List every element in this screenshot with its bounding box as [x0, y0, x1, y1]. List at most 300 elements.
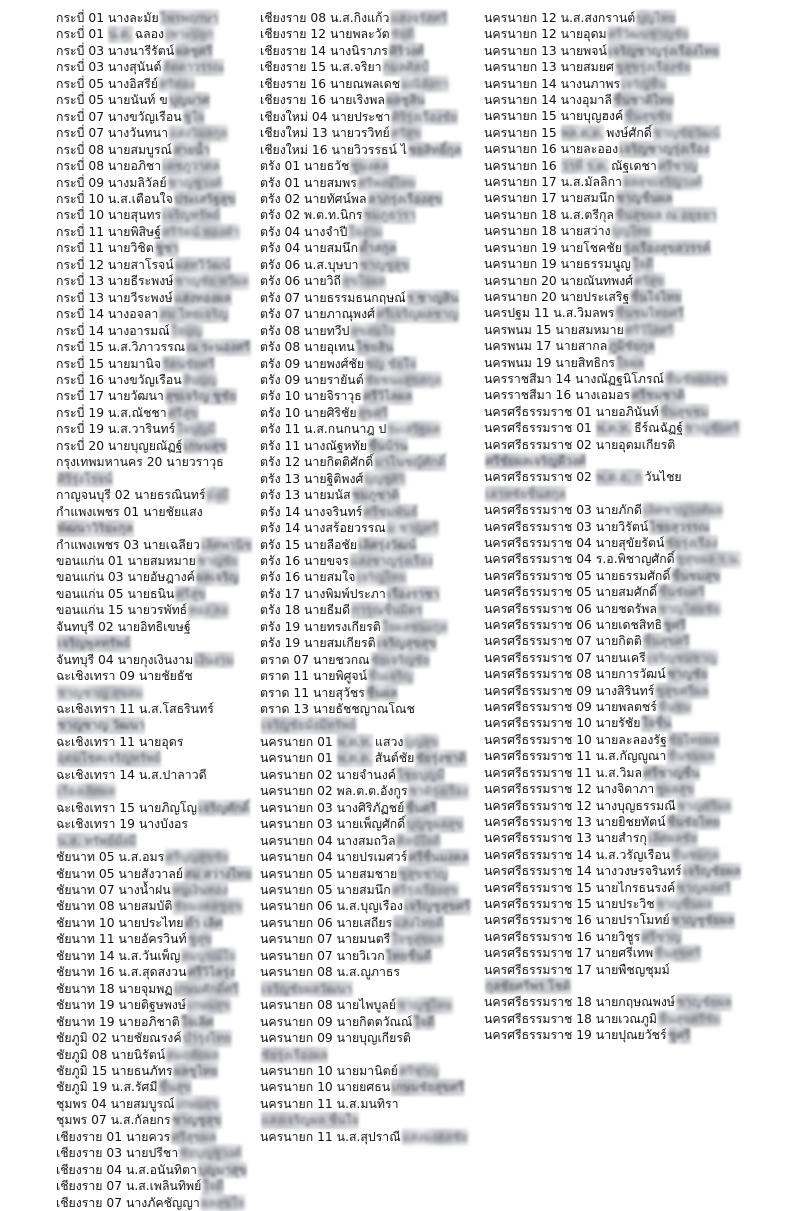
list-item: [56, 1129, 260, 1145]
redacted-surname: ชื่นชัยศรี: [658, 585, 705, 600]
redacted-surname: ชื่นผล: [366, 685, 398, 700]
entry-given-name: สันต์ชัย: [374, 751, 415, 766]
list-item: [484, 847, 751, 863]
redacted-surname: ศรีรุ่งเรืองสุข: [392, 883, 459, 898]
entry-visible-text: นครศรีธรรมราช 10 นายละลองรัฐ: [484, 732, 667, 747]
list-item: [260, 438, 476, 454]
entry-visible-text: กระบี่ 17 นายวัฒนา: [56, 389, 164, 404]
entry-visible-text: กระบี่ 14 นางอารมณ์: [56, 323, 170, 338]
list-item: [56, 767, 260, 800]
list-item: [56, 290, 260, 306]
redacted-surname: แสงไทยดี: [393, 915, 444, 930]
list-item: [260, 339, 476, 355]
redacted-surname: ชื่นสุขชัย: [624, 109, 673, 124]
list-item: [484, 568, 751, 584]
entry-visible-text: ฉะเชิงเทรา 11 น.ส.โสธรินทร์: [56, 702, 214, 717]
list-item: [56, 76, 260, 92]
redacted-surname: น.ส. ทรัพย์มั่งมี: [57, 833, 137, 848]
entry-visible-text: เชียงราย 01 นายควร: [56, 1129, 171, 1144]
list-item: [56, 931, 260, 947]
list-item: [484, 912, 751, 928]
list-item: [56, 125, 260, 141]
list-item: [484, 863, 751, 879]
list-item: [260, 421, 476, 437]
list-item: [484, 650, 751, 666]
list-item: [484, 158, 751, 174]
redacted-title: น.ต.: [108, 27, 133, 42]
redacted-surname: ชื่นชาติไทย: [613, 93, 674, 108]
entry-visible-text: นครศรีธรรมราช 01 นายอภินันท์: [484, 404, 659, 419]
entry-visible-text: นครนายก 20 นายประเสริฐ: [484, 289, 630, 304]
list-item: [484, 732, 751, 748]
entry-visible-text: นครศรีธรรมราช 01: [484, 421, 596, 436]
entry-visible-text: นครศรีธรรมราช 17 นายศรีเทพ: [484, 946, 654, 961]
entry-visible-text: ขอนแก่น 01 นายสมหมาย: [56, 553, 196, 568]
list-item: [484, 896, 751, 912]
redacted-surname: ศรีสุขผล: [171, 1129, 217, 1144]
list-item: [484, 699, 751, 715]
redacted-surname: บุญชูศิริ: [364, 471, 406, 486]
entry-visible-text: ชุมพร 04 นายสมบูรณ์: [56, 1096, 175, 1111]
redacted-surname: เงินงาม: [194, 652, 234, 667]
list-item: [484, 535, 751, 551]
entry-visible-text: นครนายก 14 นางอุมาลี: [484, 93, 612, 108]
redacted-surname: ใจผลชนะกุล: [382, 619, 448, 634]
list-item: [260, 816, 476, 832]
redacted-surname: ศรีชาญ: [658, 158, 698, 173]
list-item: [260, 356, 476, 372]
entry-visible-text: จันทบุรี 04 นายกุงเงินงาม: [56, 652, 194, 667]
entry-visible-text: ตรัง 10 นายจิราวุธ: [260, 389, 362, 404]
redacted-surname: เจริญชนชาญ: [647, 650, 718, 665]
redacted-surname: ภูมิชัยกุล: [608, 339, 655, 354]
list-item: [56, 849, 260, 865]
list-item: [260, 405, 476, 421]
redacted-surname: ไพรพฤกษา: [160, 11, 219, 25]
redacted-surname: ใจบุญ: [171, 323, 203, 338]
list-item: [260, 471, 476, 487]
entry-visible-text: ตรัง 04 นางจำปี: [260, 224, 348, 239]
entry-visible-text: ตรัง 14 นางสร้อยวรรณ: [260, 521, 386, 536]
list-item: [56, 734, 260, 767]
entry-visible-text: เชียงราย 07 น.ส.เพลินทิพย์: [56, 1179, 202, 1194]
list-item: [260, 948, 476, 964]
redacted-surname: ชาญชูสุข: [359, 257, 410, 272]
redacted-surname: ชื่นชมกุล: [671, 847, 719, 862]
list-item: [484, 830, 751, 846]
redacted-surname: เจริญชาญรุ่งเรืองไทย: [608, 43, 720, 58]
redacted-surname: แสงทองผล: [174, 290, 232, 305]
entry-visible-text: ตรัง 16 นายขจร: [260, 553, 349, 568]
entry-visible-text: นครศรีธรรมราช 04 ร.อ.พิชาญศักดิ์: [484, 552, 675, 567]
entry-visible-text: นครศรีธรรมราช 14 น.ส.วรัญเรือน: [484, 847, 671, 862]
redacted-surname: ชาญศรีผล: [677, 798, 732, 813]
redacted-surname: เจริญสุขสุข: [377, 636, 437, 651]
list-item: [260, 800, 476, 816]
list-item: [56, 569, 260, 585]
entry-visible-text: นครนายก 13 นายสมยศ: [484, 60, 614, 75]
entry-visible-text: ชัยนาท 16 น.ส.สุดสงวน: [56, 965, 187, 980]
list-item: [260, 701, 476, 734]
entry-visible-text: กระบี่ 11 นายวิชิต: [56, 241, 154, 256]
redacted-surname: ศรีวิไลศรี: [625, 322, 674, 337]
list-item: [56, 553, 260, 569]
list-item: [260, 997, 476, 1013]
redacted-surname: ชาญชื่นผล: [656, 896, 713, 911]
redacted-surname: ใจผล: [616, 355, 645, 370]
entry-visible-text: กระบี่ 03 นางสุนันต์: [56, 60, 162, 75]
redacted-surname: ชาญไทยชัย: [658, 601, 721, 616]
redacted-surname: การุณชื่นมิตร: [351, 603, 423, 618]
list-item: [484, 256, 751, 272]
redacted-surname: บุญไทย: [636, 11, 676, 25]
entry-visible-text: เชียงราย 12 นายพละวัต: [260, 27, 390, 42]
list-item: [56, 273, 260, 289]
list-item: [260, 175, 476, 191]
redacted-surname: บำรุงไทย: [183, 1031, 232, 1046]
list-item: [484, 1011, 751, 1027]
redacted-surname: มั่งมี: [206, 488, 229, 503]
redacted-surname: ชื่นชัยผลสุข: [665, 371, 728, 386]
redacted-surname: ใจชูสุขผล: [391, 932, 444, 947]
entry-visible-text: ชัยนาท 05 น.ส.อมร: [56, 850, 165, 865]
entry-visible-text: ตรัง 07 นายภาณุพงศ์: [260, 307, 375, 322]
list-item: [484, 601, 751, 617]
entry-visible-text: นครศรีธรรมราช 13 นายสำรกุ: [484, 831, 647, 846]
list-item: [56, 1063, 260, 1079]
redacted-surname: บุญชูผลสุข: [406, 817, 464, 832]
entry-visible-text: นครนายก 13 นายพจน์: [484, 43, 607, 58]
entry-visible-text: ตรัง 16 นายสมใจ: [260, 570, 356, 585]
list-item: [484, 666, 751, 682]
redacted-title: พ.ต.ต.: [337, 751, 373, 766]
redacted-surname: ทอง ลอ: [188, 603, 229, 618]
list-item: [56, 537, 260, 553]
list-item: [484, 994, 751, 1010]
redacted-surname: เดชภูวาดล: [162, 159, 220, 174]
list-item: [260, 882, 476, 898]
redacted-surname: ระเสริฐผล: [387, 422, 441, 437]
redacted-surname: สุขสมใจ: [350, 323, 395, 338]
entry-visible-text: นครนายก 04 นายปรเมศวร์: [260, 850, 408, 865]
entry-visible-text: นครศรีธรรมราช 12 นางจิดาภา: [484, 782, 655, 797]
entry-visible-text: นครนายก 02 พล.ต.ต.อังกูร: [260, 784, 408, 799]
list-item: [260, 1129, 476, 1145]
entry-visible-text: กระบี่ 08 นายสมบูรณ์: [56, 142, 172, 157]
list-item: [56, 800, 260, 816]
entry-visible-text: ตรัง 07 นายธรรมธนกฤษณ์: [260, 290, 406, 305]
redacted-surname: ศรีสุข: [634, 273, 665, 288]
entry-visible-text: ตรัง 14 นางจรินทร์: [260, 504, 363, 519]
list-item: [484, 76, 751, 92]
redacted-surname: เกษมสุข: [187, 998, 231, 1013]
list-item: [56, 816, 260, 849]
entry-visible-text: นครนายก 15 นายบุญฮงค์: [484, 109, 624, 124]
entry-visible-text: กระบี่ 19 น.ส.ณัชชา: [56, 405, 167, 420]
redacted-surname: เจริญชูสุขศรี: [404, 899, 471, 914]
list-item: [260, 602, 476, 618]
redacted-surname: แสงมงคลชัย: [402, 1129, 468, 1144]
entry-visible-text: นครศรีธรรมราช 19 นายปุณยวัชร์: [484, 1028, 667, 1043]
list-item: [260, 537, 476, 553]
redacted-surname: ชาญชาญ สุขสม: [57, 685, 143, 700]
entry-visible-text: นครนายก 11 น.ส.มนทิรา: [260, 1096, 399, 1111]
redacted-surname: ศรีชมพันธ์: [363, 504, 418, 519]
entry-visible-text: กระบี่ 14 นางอจลา: [56, 307, 159, 322]
redacted-surname: เลิศชาญวงศ์ผล: [643, 503, 723, 518]
redacted-surname: ชมภูชาติ: [352, 488, 400, 503]
list-item: [484, 880, 751, 896]
entry-visible-text: ชัยนาท 19 นายติฐษพงษ์: [56, 998, 187, 1013]
list-item: [260, 1096, 476, 1129]
redacted-surname: ชื่นสุขศรี: [643, 634, 690, 649]
list-item: [56, 915, 260, 931]
list-item: [260, 142, 476, 158]
redacted-surname: ชาติรุ่งเรือง: [408, 784, 469, 799]
entry-visible-text: นครศรีธรรมราช 09 นายพลตชร์: [484, 700, 657, 715]
entry-visible-text: ขอนแก่น 03 นายอัษฎางค์: [56, 570, 195, 585]
entry-visible-text: กระบี่ 10 น.ส.เตือนใจ: [56, 191, 173, 206]
list-item: [260, 26, 476, 42]
list-item: [56, 964, 260, 980]
redacted-surname: ลาภรุ่งเรืองสุข: [368, 191, 443, 206]
list-item: [56, 1096, 260, 1112]
list-item: [56, 1030, 260, 1046]
entry-visible-text: ฉะเชิงเทรา 09 นายชัยธัช: [56, 669, 193, 684]
entry-visible-text: นครนายก 16 นายละออง: [484, 142, 619, 157]
entry-visible-text: นครศรีธรรมราช 05 นายสมศักดิ์: [484, 585, 658, 600]
redacted-surname: ชื่นชัยไทย: [667, 814, 720, 829]
entry-visible-text: ชัยภูมิ 08 นายนิรัตน์: [56, 1047, 166, 1062]
list-item: [260, 454, 476, 470]
redacted-surname: บุญไทย: [612, 224, 652, 239]
entry-visible-text: กระบี่ 10 นายสุนทร: [56, 208, 162, 223]
redacted-surname: ศิริวงศ์: [389, 43, 424, 58]
entry-visible-text: ตรัง 08 นายทวีป: [260, 323, 350, 338]
list-item: [260, 240, 476, 256]
list-item: [260, 750, 476, 766]
redacted-surname: เลาหชัยชื่นสกุล: [485, 486, 566, 501]
list-item: [484, 683, 751, 699]
redacted-title: พ.ต.อ. ก: [596, 470, 643, 485]
redacted-surname: ร ชาญสิน: [407, 290, 459, 305]
entry-visible-text: เชียงใหม่ 13 นายวรวิทย์: [260, 126, 390, 141]
entry-visible-text: นครนายก 10 นายมานิตย์: [260, 1064, 398, 1078]
list-item: [56, 948, 260, 964]
redacted-surname: ชูสุขผล ร.น.: [676, 552, 741, 567]
list-item: [484, 945, 751, 961]
list-item: [56, 26, 260, 42]
entry-visible-text: นครปฐม 11 น.ส.วิมลพร: [484, 306, 615, 321]
list-item: [484, 1027, 751, 1043]
redacted-surname: สุขใจผล: [342, 274, 386, 289]
redacted-surname: ชาญชัย: [667, 667, 708, 682]
redacted-surname: เลิศผลชัย: [648, 831, 698, 846]
entry-visible-text: กระบี่ 20 นายบุญยณัฏฐ์: [56, 438, 183, 453]
entry-visible-text: ตรัง 04 นายสมนึก: [260, 241, 359, 256]
redacted-surname: ชื่นบ้าน: [368, 438, 408, 453]
redacted-surname: ศรีทอง: [159, 76, 195, 91]
entry-visible-text: นครนายก 06 นายเสถียร: [260, 915, 393, 930]
redacted-surname: เจริญไทย: [356, 570, 407, 585]
entry-given-name: พงษ์ศักดิ์: [606, 125, 652, 140]
list-item: [260, 783, 476, 799]
list-item: [56, 10, 260, 26]
entry-visible-text: กระบี่ 03 นางนารีรัตน์: [56, 43, 175, 58]
entry-visible-text: กระบี่ 12 นายสาโรจน์: [56, 257, 174, 272]
entry-visible-text: ตรัง 15 นายลือชัย: [260, 537, 358, 552]
redacted-surname: ศรีชมชาติ: [631, 388, 685, 403]
list-item: [56, 388, 260, 404]
list-item: [260, 372, 476, 388]
entry-visible-text: ตรัง 09 นายรายันต์: [260, 372, 364, 387]
redacted-surname: ชูใจ: [183, 109, 205, 124]
entry-visible-text: กระบี่ 07 นางวันทนา: [56, 126, 168, 141]
entry-visible-text: กระบี่ 09 นางมลิวัลย์: [56, 175, 167, 190]
list-item: [56, 339, 260, 355]
entry-visible-text: ตรัง 11 น.ส.กนกนาฎ ป: [260, 422, 387, 437]
list-item: [56, 240, 260, 256]
redacted-surname: เจริญชัยผลวัฒนา: [261, 981, 353, 996]
entry-visible-text: ตราด 11 นายพิศูจน์: [260, 669, 367, 684]
list-item: [484, 289, 751, 305]
list-item: [260, 43, 476, 59]
list-item: [484, 43, 751, 59]
entry-given-name: ธีร์ณฉัฏฐ์: [634, 421, 684, 436]
entry-visible-text: เชียงราย 04 น.ส.อนันทิตา: [56, 1162, 197, 1177]
list-item: [56, 191, 260, 207]
list-item: [484, 962, 751, 995]
entry-visible-text: ตรัง 13 นายฐิติพงศ์: [260, 471, 364, 486]
entry-visible-text: นครศรีธรรมราช 14 นางวงษรจรินทร์: [484, 864, 682, 879]
redacted-surname: อุดมโชคเจริญทรัพย์: [57, 751, 161, 766]
entry-visible-text: นครนายก 03 นายเพ็ญศักดิ์: [260, 817, 406, 832]
entry-visible-text: ตรัง 12 นายกิตติศักดิ์: [260, 455, 374, 470]
redacted-surname: มณีลังกา: [401, 76, 449, 91]
list-item: [260, 76, 476, 92]
list-item: [56, 1079, 260, 1095]
redacted-surname: ศรีชื่นมงคล: [408, 850, 469, 865]
entry-visible-text: ตราด 11 นายสุวัชร: [260, 685, 365, 700]
entry-visible-text: ตรัง 17 นางพิมพ์ประภา: [260, 586, 386, 601]
redacted-surname: ชัยชนะสุขสกุล: [365, 372, 442, 387]
redacted-surname: ชาญชูสุข: [172, 1113, 222, 1128]
list-item: [56, 487, 260, 503]
list-item: [260, 586, 476, 602]
redacted-surname: ชาญชูไทย: [397, 998, 453, 1013]
entry-visible-text: เชียงใหม่ 16 นายวิวรรธน์ ไ: [260, 142, 407, 157]
entry-visible-text: ขอนแก่น 05 นายธนิน: [56, 586, 175, 601]
redacted-surname: ศิริรุ่งโรจน์: [57, 471, 113, 486]
entry-visible-text: นครราชสีมา 14 นางณัฏฐนิโภรณ์: [484, 371, 664, 386]
redacted-surname: เจริญชื่น: [621, 76, 667, 91]
redacted-surname: ใจดี: [632, 257, 654, 272]
entry-visible-text: นครศรีธรรมราช 04 นายสุขัยรัตน์: [484, 536, 665, 550]
redacted-surname: ศรีสุข: [175, 586, 206, 601]
entry-visible-text: นครนายก 07 นายมนตรี: [260, 932, 391, 947]
list-item: [260, 668, 476, 684]
entry-visible-text: กระบี่ 11 นายพิสิษฐ์: [56, 224, 161, 239]
redacted-surname: ประเสริฐสุข: [174, 191, 236, 206]
entry-visible-text: กรุงเทพมหานคร 20 นายวราวุธ: [56, 455, 224, 470]
redacted-surname: ศรีชัยผลเจริญดีวงศ์: [485, 453, 586, 468]
list-item: [56, 454, 260, 487]
entry-visible-text: นครนายก 20 นายณันทพงศ์: [484, 273, 634, 288]
list-item: [56, 142, 260, 158]
list-item: [260, 10, 476, 26]
entry-visible-text: ชุมพร 07 น.ส.กัลยกร: [56, 1113, 171, 1128]
list-item: [484, 584, 751, 600]
list-item: [260, 504, 476, 520]
list-item: [484, 322, 751, 338]
redacted-surname: ศรีสุข: [168, 405, 198, 420]
redacted-surname: ชัยเจริญชัย: [371, 652, 430, 667]
redacted-surname: ใจบุญมี: [176, 422, 216, 437]
list-item: [484, 92, 751, 108]
list-item: [260, 866, 476, 882]
redacted-surname: ชื่นสุขศรี: [654, 946, 701, 961]
redacted-surname: ชัยไทยผล: [668, 732, 720, 747]
list-item: [260, 635, 476, 651]
list-item: [260, 898, 476, 914]
entry-visible-text: นครศรีธรรมราช 17 นายพืชญชุมม์: [484, 962, 670, 977]
list-item: [484, 59, 751, 75]
list-item: [484, 371, 751, 387]
entry-visible-text: ชัยนาท 18 นายจุมพฏ: [56, 981, 173, 996]
list-item: [484, 748, 751, 764]
redacted-surname: ศรีชาญชื่น: [643, 765, 700, 780]
redacted-surname: ณ ระนองศรี: [186, 340, 251, 355]
redacted-surname: ศิลป์ใจดี: [396, 833, 441, 848]
redacted-surname: ศรีพงษ์ไทย: [358, 175, 416, 190]
redacted-surname: ผลชูไทย: [173, 1064, 218, 1078]
list-item: [484, 519, 751, 535]
list-item: [484, 355, 751, 371]
list-item: [260, 257, 476, 273]
entry-visible-text: ตรัง 10 นายศิริชัย: [260, 405, 357, 420]
redacted-surname: ชูชา: [155, 241, 179, 256]
list-item: [260, 1063, 476, 1079]
list-item: [260, 652, 476, 668]
redacted-surname: ลัดดาวรรณ: [163, 60, 224, 75]
entry-visible-text: กระบี่ 08 นายอภิชา: [56, 159, 162, 174]
list-item: [260, 487, 476, 503]
entry-visible-text: เชียงราย 03 นายปรีชา: [56, 1146, 179, 1161]
redacted-surname: ชื่นชมไทยศรี: [615, 306, 684, 321]
list-item: [260, 619, 476, 635]
list-item: [260, 520, 476, 536]
redacted-surname: บุญมาสุข: [198, 1162, 247, 1177]
list-item: [56, 701, 260, 734]
redacted-title: พ.ต.ท.: [337, 734, 373, 749]
list-item: [56, 898, 260, 914]
list-item: [260, 1079, 476, 1095]
list-item: [484, 108, 751, 124]
list-item: [484, 141, 751, 157]
redacted-surname: แสงวิมลกุล: [169, 126, 228, 141]
list-item: [56, 421, 260, 437]
redacted-surname: เลิศพานิช: [201, 537, 252, 552]
redacted-surname: ชูมงคล: [350, 159, 389, 174]
entry-visible-text: ตรัง 06 นายวิถี: [260, 274, 341, 289]
list-item: [484, 437, 751, 470]
redacted-surname: ใจดี: [413, 1014, 435, 1029]
list-item: [56, 109, 260, 125]
entry-visible-text: นครนายก 06 น.ส.บุญเรือง: [260, 899, 403, 914]
entry-visible-text: ตรัง 09 นายพงศ์ชัย: [260, 356, 365, 371]
entry-visible-text: นครศรีธรรมราช 18 นายเวณภูมิ: [484, 1011, 658, 1026]
list-item: [484, 502, 751, 518]
